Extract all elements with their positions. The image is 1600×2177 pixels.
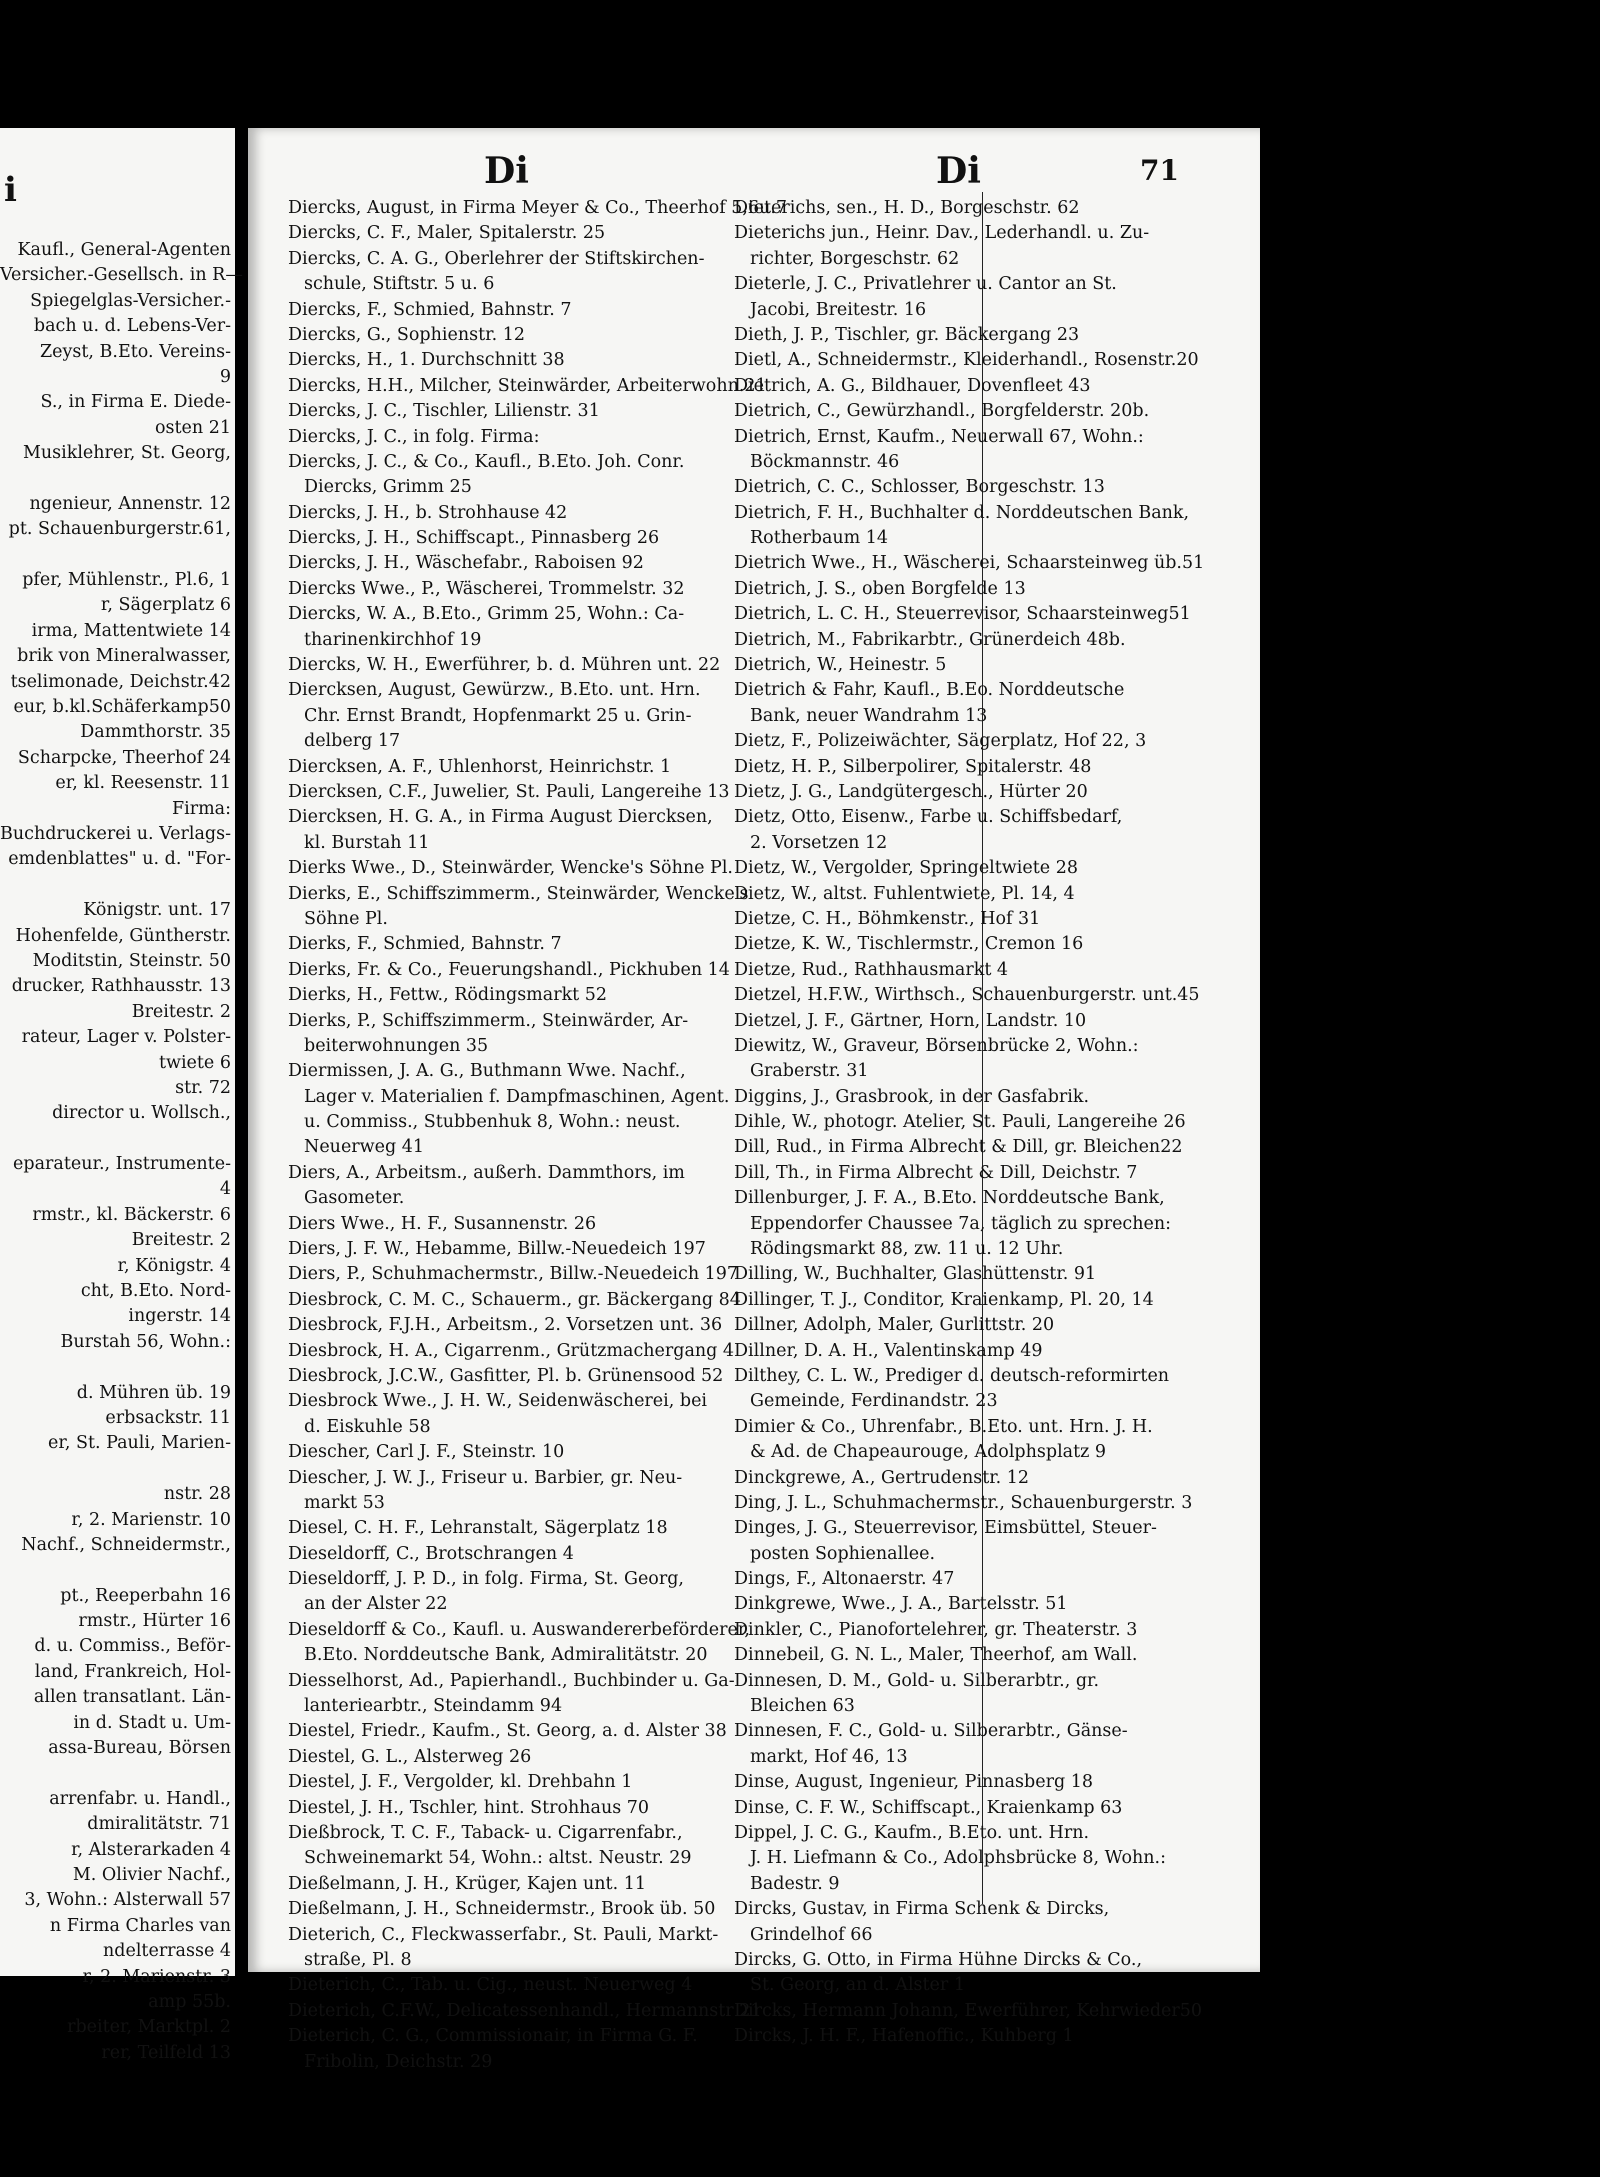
left-page-line: M. Olivier Nachf.,	[72, 1865, 231, 1885]
directory-entry: Dießbrock, T. C. F., Taback- u. Cigarrenfabr.,	[288, 1823, 683, 1843]
left-page-line: Firma:	[171, 798, 231, 819]
left-page-line: eur, b.kl.Schäferkamp50	[13, 697, 231, 718]
directory-entry-continuation: Bleichen 63	[750, 1696, 855, 1717]
left-page-line: amp 55b.	[148, 1991, 231, 2012]
directory-entry: Dierks, Fr. & Co., Feuerungshandl., Pickhuben 14	[288, 959, 730, 980]
left-page-line: Kaufl., General-Agenten	[17, 240, 231, 260]
directory-entry: Diewitz, W., Graveur, Börsenbrücke 2, Wohn.:	[734, 1035, 1139, 1056]
left-page-line: Breitestr. 2	[131, 1230, 231, 1251]
directory-entry-continuation: Gasometer.	[304, 1188, 405, 1209]
directory-entry-continuation: schule, Stiftstr. 5 u. 6	[304, 274, 495, 295]
directory-entry-continuation: Gemeinde, Ferdinandstr. 23	[750, 1391, 998, 1412]
directory-entry: Diercks, J. H., b. Strohhause 42	[288, 502, 568, 523]
directory-entry: Diesel, C. H. F., Lehranstalt, Sägerplatz 18	[288, 1518, 668, 1539]
directory-entry: Diestel, J. H., Tschler, hint. Strohhaus 70	[288, 1797, 650, 1818]
directory-entry-continuation: straße, Pl. 8	[304, 1949, 412, 1970]
left-page-line: land, Frankreich, Hol-	[34, 1661, 231, 1682]
directory-entry: Dierks, P., Schiffszimmerm., Steinwärder, Ar-	[288, 1010, 689, 1031]
directory-entry: Dietrich Wwe., H., Wäscherei, Schaarsteinweg üb.51	[734, 553, 1205, 574]
directory-entry: Diesbrock, H. A., Cigarrenm., Grützmachergang 4	[288, 1340, 735, 1361]
directory-entry: Diestel, J. F., Vergolder, kl. Drehbahn 1	[288, 1772, 633, 1793]
directory-entry: Dill, Rud., in Firma Albrecht & Dill, gr. Bleichen22	[734, 1137, 1183, 1158]
directory-entry: Dieterich, C.F.W., Delicatessenhandl., Hermannstr 21	[288, 2000, 762, 2021]
left-page-line: Breitestr. 2	[131, 1001, 231, 1022]
directory-entry: Diercks, C. A. G., Oberlehrer der Stiftskirchen-	[288, 248, 705, 269]
left-page-line: Königstr. unt. 17	[83, 900, 231, 921]
left-page-line: osten 21	[154, 417, 231, 438]
directory-entry-continuation: lanteriearbtr., Steindamm 94	[304, 1696, 563, 1717]
directory-entry-continuation: an der Alster 22	[304, 1594, 448, 1615]
directory-entry: Dierks, F., Schmied, Bahnstr. 7	[288, 934, 562, 955]
left-page-line: cht, B.Eto. Nord-	[80, 1281, 231, 1302]
directory-entry: Dietz, J. G., Landgütergesch., Hürter 20	[734, 781, 1088, 802]
left-page-line: pfer, Mühlenstr., Pl.6, 1	[22, 570, 231, 591]
page-header-right: Di	[936, 150, 981, 192]
directory-entry: Dircks, Gustav, in Firma Schenk & Dircks,	[734, 1899, 1110, 1920]
directory-entry: Dierks, H., Fettw., Rödingsmarkt 52	[288, 985, 608, 1006]
page-number: 71	[1140, 154, 1179, 187]
left-page-line: Zeyst, B.Eto. Vereins-	[40, 341, 231, 362]
directory-entry: Dieterich, C. G., Commissionair, in Firma G. F.	[288, 2026, 698, 2047]
directory-entry: Dings, F., Altonaerstr. 47	[734, 1569, 955, 1590]
directory-entry: Dircks, G. Otto, in Firma Hühne Dircks & Co.,	[734, 1949, 1143, 1970]
directory-page	[248, 128, 1260, 2072]
directory-entry-continuation: Graberstr. 31	[750, 1061, 869, 1082]
left-page-line: r, Königstr. 4	[117, 1255, 231, 1276]
directory-entry: Dircks, Hermann Johann, Ewerführer, Kehrwieder50	[734, 2000, 1203, 2021]
directory-entry: Dieseldorff & Co., Kaufl. u. Auswandererbeförderer,	[288, 1619, 750, 1640]
left-page-header: i	[4, 170, 17, 210]
left-page-line	[0, 467, 235, 492]
directory-entry: Dietzel, J. F., Gärtner, Horn, Landstr. 10	[734, 1010, 1087, 1031]
left-page-line: Hohenfelde, Güntherstr.	[15, 925, 231, 946]
directory-entry: Diercks, W. H., Ewerführer, b. d. Mühren unt. 22	[288, 655, 721, 676]
left-page-line: director u. Wollsch.,	[52, 1103, 231, 1124]
directory-entry: Diesbrock, F.J.H., Arbeitsm., 2. Vorsetzen unt. 36	[288, 1315, 723, 1336]
directory-entry: Dieth, J. P., Tischler, gr. Bäckergang 23	[734, 324, 1080, 345]
directory-entry: Dinkler, C., Pianofortelehrer, gr. Theaterstr. 3	[734, 1619, 1138, 1640]
left-page-line: 9	[219, 366, 231, 387]
directory-entry: Diercks, J. H., Wäschefabr., Raboisen 92	[288, 553, 644, 574]
directory-entry-continuation: delberg 17	[304, 731, 401, 752]
directory-entry: Dieseldorff, C., Brotschrangen 4	[288, 1543, 574, 1564]
directory-entry-continuation: beiterwohnungen 35	[304, 1035, 489, 1056]
directory-entry: Diercksen, H. G. A., in Firma August Diercksen,	[288, 807, 713, 828]
left-page-line: Dammthorstr. 35	[80, 722, 231, 743]
directory-entry: Dietzel, H.F.W., Wirthsch., Schauenburgerstr. unt.45	[734, 985, 1200, 1006]
left-page-line: Burstah 56, Wohn.:	[60, 1331, 231, 1352]
left-page-line: Spiegelglas-Versicher.-	[30, 290, 231, 311]
left-page-line	[0, 1355, 235, 1380]
directory-entry: Dierks, E., Schiffszimmerm., Steinwärder, Wencke's	[288, 883, 749, 904]
directory-entry-continuation: Fribolin, Deichstr. 29	[304, 2051, 493, 2072]
directory-entry: Dihle, W., photogr. Atelier, St. Pauli, Langereihe 26	[734, 1112, 1186, 1133]
directory-entry: Diers, P., Schuhmachermstr., Billw.-Neuedeich 197	[288, 1264, 739, 1285]
directory-entry: Diercks, J. H., Schiffscapt., Pinnasberg 26	[288, 528, 660, 549]
left-page-line: bach u. d. Lebens-Ver-	[33, 316, 231, 337]
directory-entry: Dietrich & Fahr, Kaufl., B.Eo. Norddeutsche	[734, 680, 1125, 701]
directory-entry: Diesbrock, C. M. C., Schauerm., gr. Bäckergang 84	[288, 1289, 741, 1310]
directory-entry: Diercksen, A. F., Uhlenhorst, Heinrichstr. 1	[288, 756, 672, 777]
directory-entry: Diesbrock, J.C.W., Gasfitter, Pl. b. Grünensood 52	[288, 1365, 724, 1386]
left-page-line: er, kl. Reesenstr. 11	[55, 773, 231, 794]
page-header-left: Di	[484, 150, 529, 192]
directory-entry: Diercks, F., Schmied, Bahnstr. 7	[288, 299, 572, 320]
directory-entry: Diesbrock Wwe., J. H. W., Seidenwäscherei, bei	[288, 1391, 708, 1412]
left-page-line: rmstr., kl. Bäckerstr. 6	[32, 1204, 231, 1225]
directory-entry: Dillner, D. A. H., Valentinskamp 49	[734, 1340, 1043, 1361]
directory-entry: Dietrich, F. H., Buchhalter d. Norddeutschen Bank,	[734, 502, 1190, 523]
directory-entry: Diercksen, August, Gewürzw., B.Eto. unt. Hrn.	[288, 680, 701, 701]
left-page-line: brik von Mineralwasser,	[17, 646, 231, 667]
directory-column-left	[288, 196, 788, 2075]
directory-entry-continuation: Eppendorfer Chaussee 7a, täglich zu sprechen:	[750, 1213, 1172, 1234]
directory-entry-continuation: Söhne Pl.	[304, 908, 388, 929]
directory-entry: Ding, J. L., Schuhmachermstr., Schauenburgerstr. 3	[734, 1492, 1193, 1513]
directory-entry: Dilling, W., Buchhalter, Glashüttenstr. 91	[734, 1264, 1097, 1285]
directory-entry: Dippel, J. C. G., Kaufm., B.Eto. unt. Hrn.	[734, 1823, 1090, 1843]
left-page-line: r, 2. Marienstr. 10	[71, 1509, 231, 1530]
directory-entry: Diercksen, C.F., Juwelier, St. Pauli, Langereihe 13	[288, 781, 730, 802]
left-page-line: Scharpcke, Theerhof 24	[17, 747, 231, 768]
directory-entry: Diers, J. F. W., Hebamme, Billw.-Neuedeich 197	[288, 1239, 706, 1260]
directory-entry: Dillenburger, J. F. A., B.Eto. Norddeutsche Bank,	[734, 1188, 1165, 1209]
directory-entry: Dietrich, C., Gewürzhandl., Borgfelderstr. 20b.	[734, 401, 1150, 422]
left-page-line: str. 72	[175, 1077, 231, 1098]
left-page-line: twiete 6	[158, 1052, 231, 1073]
directory-column-right	[734, 196, 1232, 2050]
directory-entry-continuation: Rödingsmarkt 88, zw. 11 u. 12 Uhr.	[750, 1239, 1064, 1260]
directory-entry: Dietrich, C. C., Schlosser, Borgeschstr. 13	[734, 477, 1105, 498]
directory-entry-continuation: B.Eto. Norddeutsche Bank, Admiralitätstr. 20	[304, 1645, 708, 1666]
directory-entry-continuation: kl. Burstah 11	[304, 832, 430, 853]
left-page-line	[0, 873, 235, 898]
directory-entry-continuation: Lager v. Materialien f. Dampfmaschinen, Agent.	[304, 1086, 730, 1107]
directory-entry: Dinnesen, D. M., Gold- u. Silberarbtr., gr.	[734, 1670, 1100, 1691]
directory-entry-continuation: J. H. Liefmann & Co., Adolphsbrücke 8, Wohn.:	[750, 1848, 1166, 1869]
left-page-line: rmstr., Hürter 16	[78, 1611, 231, 1632]
left-page-line: er, St. Pauli, Marien-	[48, 1433, 231, 1454]
directory-entry: Dietl, A., Schneidermstr., Kleiderhandl., Rosenstr.20	[734, 350, 1199, 371]
left-page-line	[0, 543, 235, 568]
left-page-fragment	[0, 128, 243, 2063]
directory-entry: Dieterich, C., Tab. u. Cig., neust. Neuerweg 4	[288, 1975, 693, 1996]
directory-entry: Dietrich, J. S., oben Borgfelde 13	[734, 578, 1026, 599]
left-page-line: 4	[219, 1179, 231, 1200]
directory-entry: Dillinger, T. J., Conditor, Kraienkamp, Pl. 20, 14	[734, 1289, 1154, 1310]
directory-entry: Dinnesen, F. C., Gold- u. Silberarbtr., Gänse-	[734, 1721, 1128, 1742]
directory-entry-continuation: & Ad. de Chapeaurouge, Adolphsplatz 9	[750, 1442, 1107, 1463]
directory-entry-continuation: Jacobi, Breitestr. 16	[750, 299, 927, 320]
directory-entry-continuation: posten Sophienallee.	[750, 1543, 936, 1564]
directory-entry: Dietrich, L. C. H., Steuerrevisor, Schaarsteinweg51	[734, 604, 1191, 625]
directory-entry: Dietz, H. P., Silberpolirer, Spitalerstr. 48	[734, 756, 1092, 777]
directory-entry: Dimier & Co., Uhrenfabr., B.Eto. unt. Hrn. J. H.	[734, 1416, 1153, 1437]
left-page-line: assa-Bureau, Börsen	[48, 1738, 231, 1759]
directory-entry: Dietz, W., altst. Fuhlentwiete, Pl. 14, 4	[734, 883, 1075, 904]
left-page-line: r, Alsterarkaden 4	[71, 1839, 231, 1860]
directory-entry: Dillner, Adolph, Maler, Gurlittstr. 20	[734, 1315, 1055, 1336]
left-page-line: Nachf., Schneidermstr.,	[21, 1534, 231, 1555]
directory-entry: Diercks, H., 1. Durchschnitt 38	[288, 350, 565, 371]
directory-entry: Dietz, W., Vergolder, Springeltwiete 28	[734, 858, 1078, 879]
left-page-line: allen transatlant. Län-	[33, 1687, 231, 1708]
directory-entry-continuation: St. Georg, an d. Alster 1	[750, 1975, 965, 1996]
directory-entry-continuation: Grindelhof 66	[750, 1924, 873, 1945]
left-page-line: drucker, Rathhausstr. 13	[11, 976, 231, 997]
directory-entry-continuation: Neuerweg 41	[304, 1137, 425, 1158]
left-page-line: in d. Stadt u. Um-	[73, 1712, 231, 1733]
directory-entry: Dinnebeil, G. N. L., Maler, Theerhof, am Wall.	[734, 1645, 1138, 1666]
left-page-line: emdenblattes" u. d. "For-	[8, 849, 231, 870]
directory-entry: Diestel, Friedr., Kaufm., St. Georg, a. d. Alster 38	[288, 1721, 727, 1742]
directory-entry: Diercks, H.H., Milcher, Steinwärder, Arbeiterwohn.21	[288, 375, 767, 396]
directory-entry: Dinges, J. G., Steuerrevisor, Eimsbüttel, Steuer-	[734, 1518, 1157, 1539]
directory-entry: Diercks, J. C., in folg. Firma:	[288, 426, 540, 447]
left-page-line: n Firma Charles van	[49, 1915, 231, 1936]
left-page-line: d. u. Commiss., Beför-	[34, 1636, 231, 1657]
directory-entry: Diercks, C. F., Maler, Spitalerstr. 25	[288, 223, 606, 244]
directory-entry-continuation: markt, Hof 46, 13	[750, 1746, 908, 1767]
directory-entry-continuation: Chr. Ernst Brandt, Hopfenmarkt 25 u. Grin-	[304, 705, 692, 726]
directory-entry-continuation: markt 53	[304, 1492, 385, 1513]
directory-entry: Dieterle, J. C., Privatlehrer u. Cantor an St.	[734, 274, 1117, 295]
directory-entry: Dinse, C. F. W., Schiffscapt., Kraienkamp 63	[734, 1797, 1123, 1818]
directory-entry-continuation: richter, Borgeschstr. 62	[750, 248, 960, 269]
left-page-lines	[0, 238, 243, 2066]
left-page-line	[0, 1127, 235, 1152]
left-page-line: ingerstr. 14	[128, 1306, 231, 1327]
left-page-line: Moditstin, Steinstr. 50	[32, 950, 231, 971]
directory-entry: Diesselhorst, Ad., Papierhandl., Buchbinder u. Ga-	[288, 1670, 735, 1691]
directory-entry: Dietrich, A. G., Bildhauer, Dovenfleet 43	[734, 375, 1091, 396]
directory-entry-continuation: Diercks, Grimm 25	[304, 477, 472, 498]
directory-entry: Dießelmann, J. H., Schneidermstr., Brook üb. 50	[288, 1899, 716, 1920]
directory-entry-continuation: 2. Vorsetzen 12	[750, 832, 888, 853]
directory-entry-continuation: Badestr. 9	[750, 1873, 840, 1894]
directory-entry: Diestel, G. L., Alsterweg 26	[288, 1746, 532, 1767]
directory-entry: Diercks Wwe., P., Wäscherei, Trommelstr. 32	[288, 578, 685, 599]
left-page-line: rbeiter, Marktpl. 2	[67, 2017, 231, 2038]
directory-entry: Dinckgrewe, A., Gertrudenstr. 12	[734, 1467, 1030, 1488]
directory-entry: Dießelmann, J. H., Krüger, Kajen unt. 11	[288, 1873, 646, 1894]
directory-entry: Diercks, G., Sophienstr. 12	[288, 324, 525, 345]
directory-entry: Dinse, August, Ingenieur, Pinnasberg 18	[734, 1772, 1093, 1793]
directory-entry: Dill, Th., in Firma Albrecht & Dill, Deichstr. 7	[734, 1162, 1138, 1183]
left-page-line: Versicher.-Gesellsch. in R—	[0, 265, 243, 286]
left-page-line: ngenieur, Annenstr. 12	[29, 493, 231, 514]
left-page-line	[0, 1558, 235, 1583]
left-page-line: pt., Reeperbahn 16	[60, 1585, 231, 1606]
directory-entry: Dieseldorff, J. P. D., in folg. Firma, St. Georg,	[288, 1569, 684, 1590]
directory-entry-continuation: d. Eiskuhle 58	[304, 1416, 431, 1437]
left-page-line: ndelterrasse 4	[103, 1941, 231, 1962]
directory-entry: Diers Wwe., H. F., Susannenstr. 26	[288, 1213, 597, 1234]
left-page-line: r, 2. Marienstr. 3	[82, 1966, 231, 1987]
directory-entry: Dieterich, C., Fleckwasserfabr., St. Pauli, Markt-	[288, 1924, 719, 1945]
directory-entry-continuation: tharinenkirchhof 19	[304, 629, 482, 650]
directory-entry: Dietze, C. H., Böhmkenstr., Hof 31	[734, 908, 1041, 929]
left-page-line: nstr. 28	[163, 1484, 231, 1505]
directory-entry-continuation: Rotherbaum 14	[750, 528, 889, 549]
directory-entry: Dinkgrewe, Wwe., J. A., Bartelsstr. 51	[734, 1594, 1068, 1615]
left-page-line: irma, Mattentwiete 14	[31, 620, 231, 641]
directory-entry: Dietrich, W., Heinestr. 5	[734, 655, 947, 676]
directory-entry: Diermissen, J. A. G., Buthmann Wwe. Nachf.,	[288, 1061, 686, 1082]
left-page-line	[0, 1761, 235, 1786]
left-page-line: S., in Firma E. Diede-	[40, 392, 231, 413]
directory-entry: Dietrich, M., Fabrikarbtr., Grünerdeich 48b.	[734, 629, 1126, 650]
directory-entry: Diers, A., Arbeitsm., außerh. Dammthors, im	[288, 1162, 685, 1183]
left-page-line: 3, Wohn.: Alsterwall 57	[24, 1890, 231, 1911]
left-page-line: arrenfabr. u. Handl.,	[49, 1788, 231, 1809]
directory-entry: Dircks, J. H. F., Hafenoffic., Kuhberg 1	[734, 2026, 1074, 2047]
directory-entry: Diercks, August, in Firma Meyer & Co., Theerhof 5,6u.7	[288, 198, 788, 218]
directory-entry: Diggins, J., Grasbrook, in der Gasfabrik.	[734, 1086, 1090, 1107]
directory-entry: Diercks, W. A., B.Eto., Grimm 25, Wohn.: Ca-	[288, 604, 685, 625]
directory-entry: Diescher, J. W. J., Friseur u. Barbier, gr. Neu-	[288, 1467, 683, 1488]
directory-entry: Dietz, F., Polizeiwächter, Sägerplatz, Hof 22, 3	[734, 731, 1147, 752]
left-page-line: Musiklehrer, St. Georg,	[22, 443, 231, 464]
directory-entry: Dietze, Rud., Rathhausmarkt 4	[734, 959, 1009, 980]
directory-entry: Dietze, K. W., Tischlermstr., Cremon 16	[734, 934, 1084, 955]
directory-entry: Dietz, Otto, Eisenw., Farbe u. Schiffsbedarf,	[734, 807, 1123, 828]
directory-entry: Dieterichs jun., Heinr. Dav., Lederhandl. u. Zu-	[734, 223, 1150, 244]
directory-entry: Diercks, J. C., & Co., Kaufl., B.Eto. Joh. Conr.	[288, 451, 685, 472]
directory-entry: Diescher, Carl J. F., Steinstr. 10	[288, 1442, 565, 1463]
left-page-line: Buchdruckerei u. Verlags-	[0, 823, 231, 844]
directory-entry: Dieterichs, sen., H. D., Borgeschstr. 62	[734, 198, 1080, 218]
left-page-line: tselimonade, Deichstr.42	[10, 671, 231, 692]
left-page-line	[0, 1457, 235, 1482]
directory-entry-continuation: u. Commiss., Stubbenhuk 8, Wohn.: neust.	[304, 1112, 681, 1133]
directory-entry-continuation: Bank, neuer Wandrahm 13	[750, 705, 988, 726]
directory-entry: Dierks Wwe., D., Steinwärder, Wencke's Söhne Pl.	[288, 858, 733, 879]
left-page-line: rateur, Lager v. Polster-	[21, 1027, 231, 1048]
left-page-line: pt. Schauenburgerstr.61,	[8, 519, 231, 540]
left-page-line: d. Mühren üb. 19	[76, 1382, 231, 1403]
left-page-line: dmiralitätstr. 71	[87, 1814, 231, 1835]
left-page-line: eparateur., Instrumente-	[13, 1154, 231, 1175]
left-page-line: rer, Teilfeld 13	[101, 2042, 231, 2063]
directory-entry: Dietrich, Ernst, Kaufm., Neuerwall 67, Wohn.:	[734, 426, 1144, 447]
directory-entry-continuation: Schweinemarkt 54, Wohn.: altst. Neustr. 29	[304, 1848, 692, 1869]
directory-entry-continuation: Böckmannstr. 46	[750, 451, 900, 472]
left-page-line: erbsackstr. 11	[105, 1407, 231, 1428]
directory-entry: Diercks, J. C., Tischler, Lilienstr. 31	[288, 401, 600, 422]
directory-entry: Dilthey, C. L. W., Prediger d. deutsch-reformirten	[734, 1365, 1170, 1386]
left-page-line: r, Sägerplatz 6	[100, 595, 231, 616]
